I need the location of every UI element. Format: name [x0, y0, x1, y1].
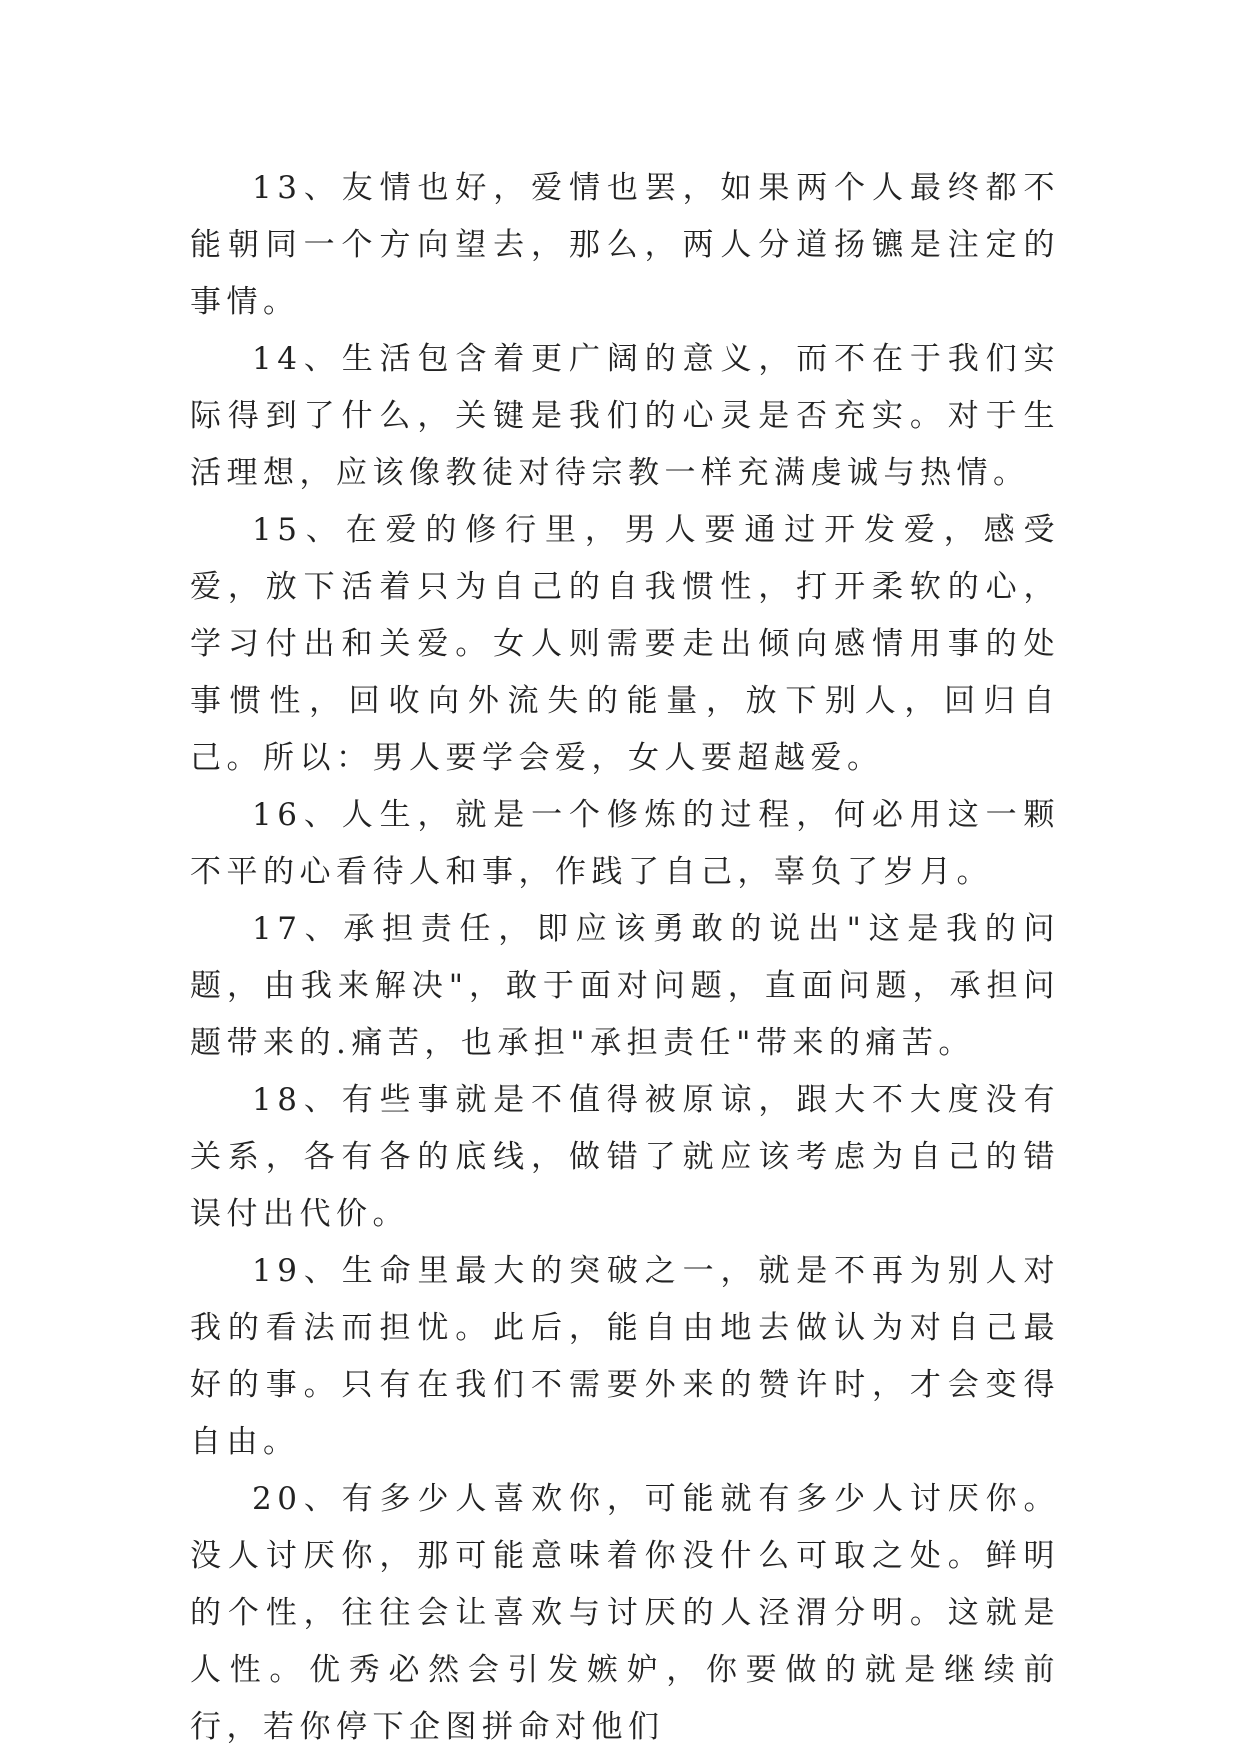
document-body [190, 160, 1060, 1756]
paragraph-13: 13、友情也好，爱情也罢，如果两个人最终都不能朝同一个方向望去，那么，两人分道扬镳是注定的事情。 [190, 170, 1060, 320]
paragraph-16: 16、人生，就是一个修炼的过程，何必用这一颗不平的心看待人和事，作践了自己，辜负了岁月。 [190, 797, 1060, 890]
paragraph-20: 20、有多少人喜欢你，可能就有多少人讨厌你。没人讨厌你，那可能意味着你没什么可取之处。鲜明的个性，往往会让喜欢与讨厌的人泾渭分明。这就是人性。优秀必然会引发嫉妒，你要做的就是继续前行，若你停下企图拼命对他们 [190, 1481, 1060, 1745]
paragraph-15: 15、在爱的修行里，男人要通过开发爱，感受爱，放下活着只为自己的自我惯性，打开柔软的心，学习付出和关爱。女人则需要走出倾向感情用事的处事惯性，回收向外流失的能量，放下别人，回归自己。所以：男人要学会爱，女人要超越爱。 [190, 512, 1060, 776]
paragraph-14: 14、生活包含着更广阔的意义，而不在于我们实际得到了什么，关键是我们的心灵是否充实。对于生活理想，应该像教徒对待宗教一样充满虔诚与热情。 [190, 341, 1060, 491]
paragraph-19: 19、生命里最大的突破之一，就是不再为别人对我的看法而担忧。此后，能自由地去做认为对自己最好的事。只有在我们不需要外来的赞许时，才会变得自由。 [190, 1253, 1060, 1460]
paragraph-18: 18、有些事就是不值得被原谅，跟大不大度没有关系，各有各的底线，做错了就应该考虑为自己的错误付出代价。 [190, 1082, 1060, 1232]
paragraph-17: 17、承担责任，即应该勇敢的说出"这是我的问题，由我来解决"，敢于面对问题，直面问题，承担问题带来的.痛苦，也承担"承担责任"带来的痛苦。 [190, 911, 1060, 1061]
